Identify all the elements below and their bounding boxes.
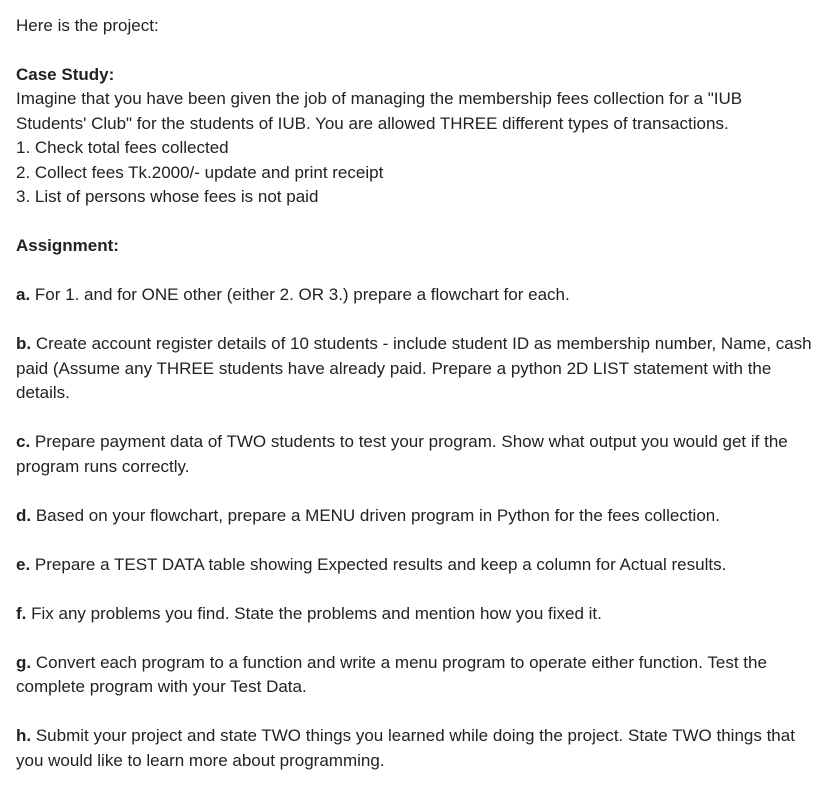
task-h-label: h. [16, 726, 32, 745]
task-f-text: Fix any problems you find. State the problems and mention how you fixed it. [26, 603, 602, 623]
task-c [16, 430, 816, 479]
task-d-text: Based on your flowchart, prepare a MENU driven program in Python for the fees collection. [31, 505, 720, 525]
task-c-text: Prepare payment data of TWO students to test your program. Show what output you would get if the program runs correctly. [16, 432, 788, 476]
task-a [16, 283, 816, 308]
transaction-item-1: 1. Check total fees collected [16, 138, 229, 157]
task-e [16, 553, 816, 578]
task-g [16, 651, 816, 700]
assignment-heading: Assignment: [16, 236, 119, 255]
task-g-text: Convert each program to a function and write a menu program to operate either function. Test the complete program with your Test Data. [16, 652, 767, 696]
task-d [16, 504, 816, 529]
task-c-label: c. [16, 432, 31, 451]
task-a-label: a. [16, 285, 31, 304]
case-study-body: Imagine that you have been given the job of managing the membership fees collection for a "IUB Students' Club" for the students of IUB. You are allowed THREE different types of transactions. [16, 89, 743, 133]
task-g-label: g. [16, 652, 32, 672]
task-h [16, 724, 816, 773]
intro-text: Here is the project: [16, 16, 159, 35]
task-f [16, 602, 816, 627]
task-e-text: Prepare a TEST DATA table showing Expected results and keep a column for Actual results. [30, 554, 727, 574]
task-d-label: d. [16, 505, 32, 525]
task-e-label: e. [16, 554, 31, 574]
task-a-text: For 1. and for ONE other (either 2. OR 3.) prepare a flowchart for each. [30, 285, 570, 304]
case-study-heading: Case Study: [16, 64, 115, 84]
task-f-label: f. [16, 603, 27, 623]
task-b-text: Create account register details of 10 students - include student ID as membership number, Name, cash paid (Assume any THREE students have already paid. Prepare a python 2D LIST statement with the details. [16, 334, 812, 402]
document-body [16, 14, 816, 773]
task-b [16, 332, 816, 406]
task-h-text: Submit your project and state TWO things you learned while doing the project. State TWO things that you would like to learn more about programming. [16, 726, 795, 770]
transaction-item-2: 2. Collect fees Tk.2000/- update and print receipt [16, 162, 384, 182]
task-b-label: b. [16, 334, 32, 353]
transaction-item-3: 3. List of persons whose fees is not paid [16, 187, 319, 206]
